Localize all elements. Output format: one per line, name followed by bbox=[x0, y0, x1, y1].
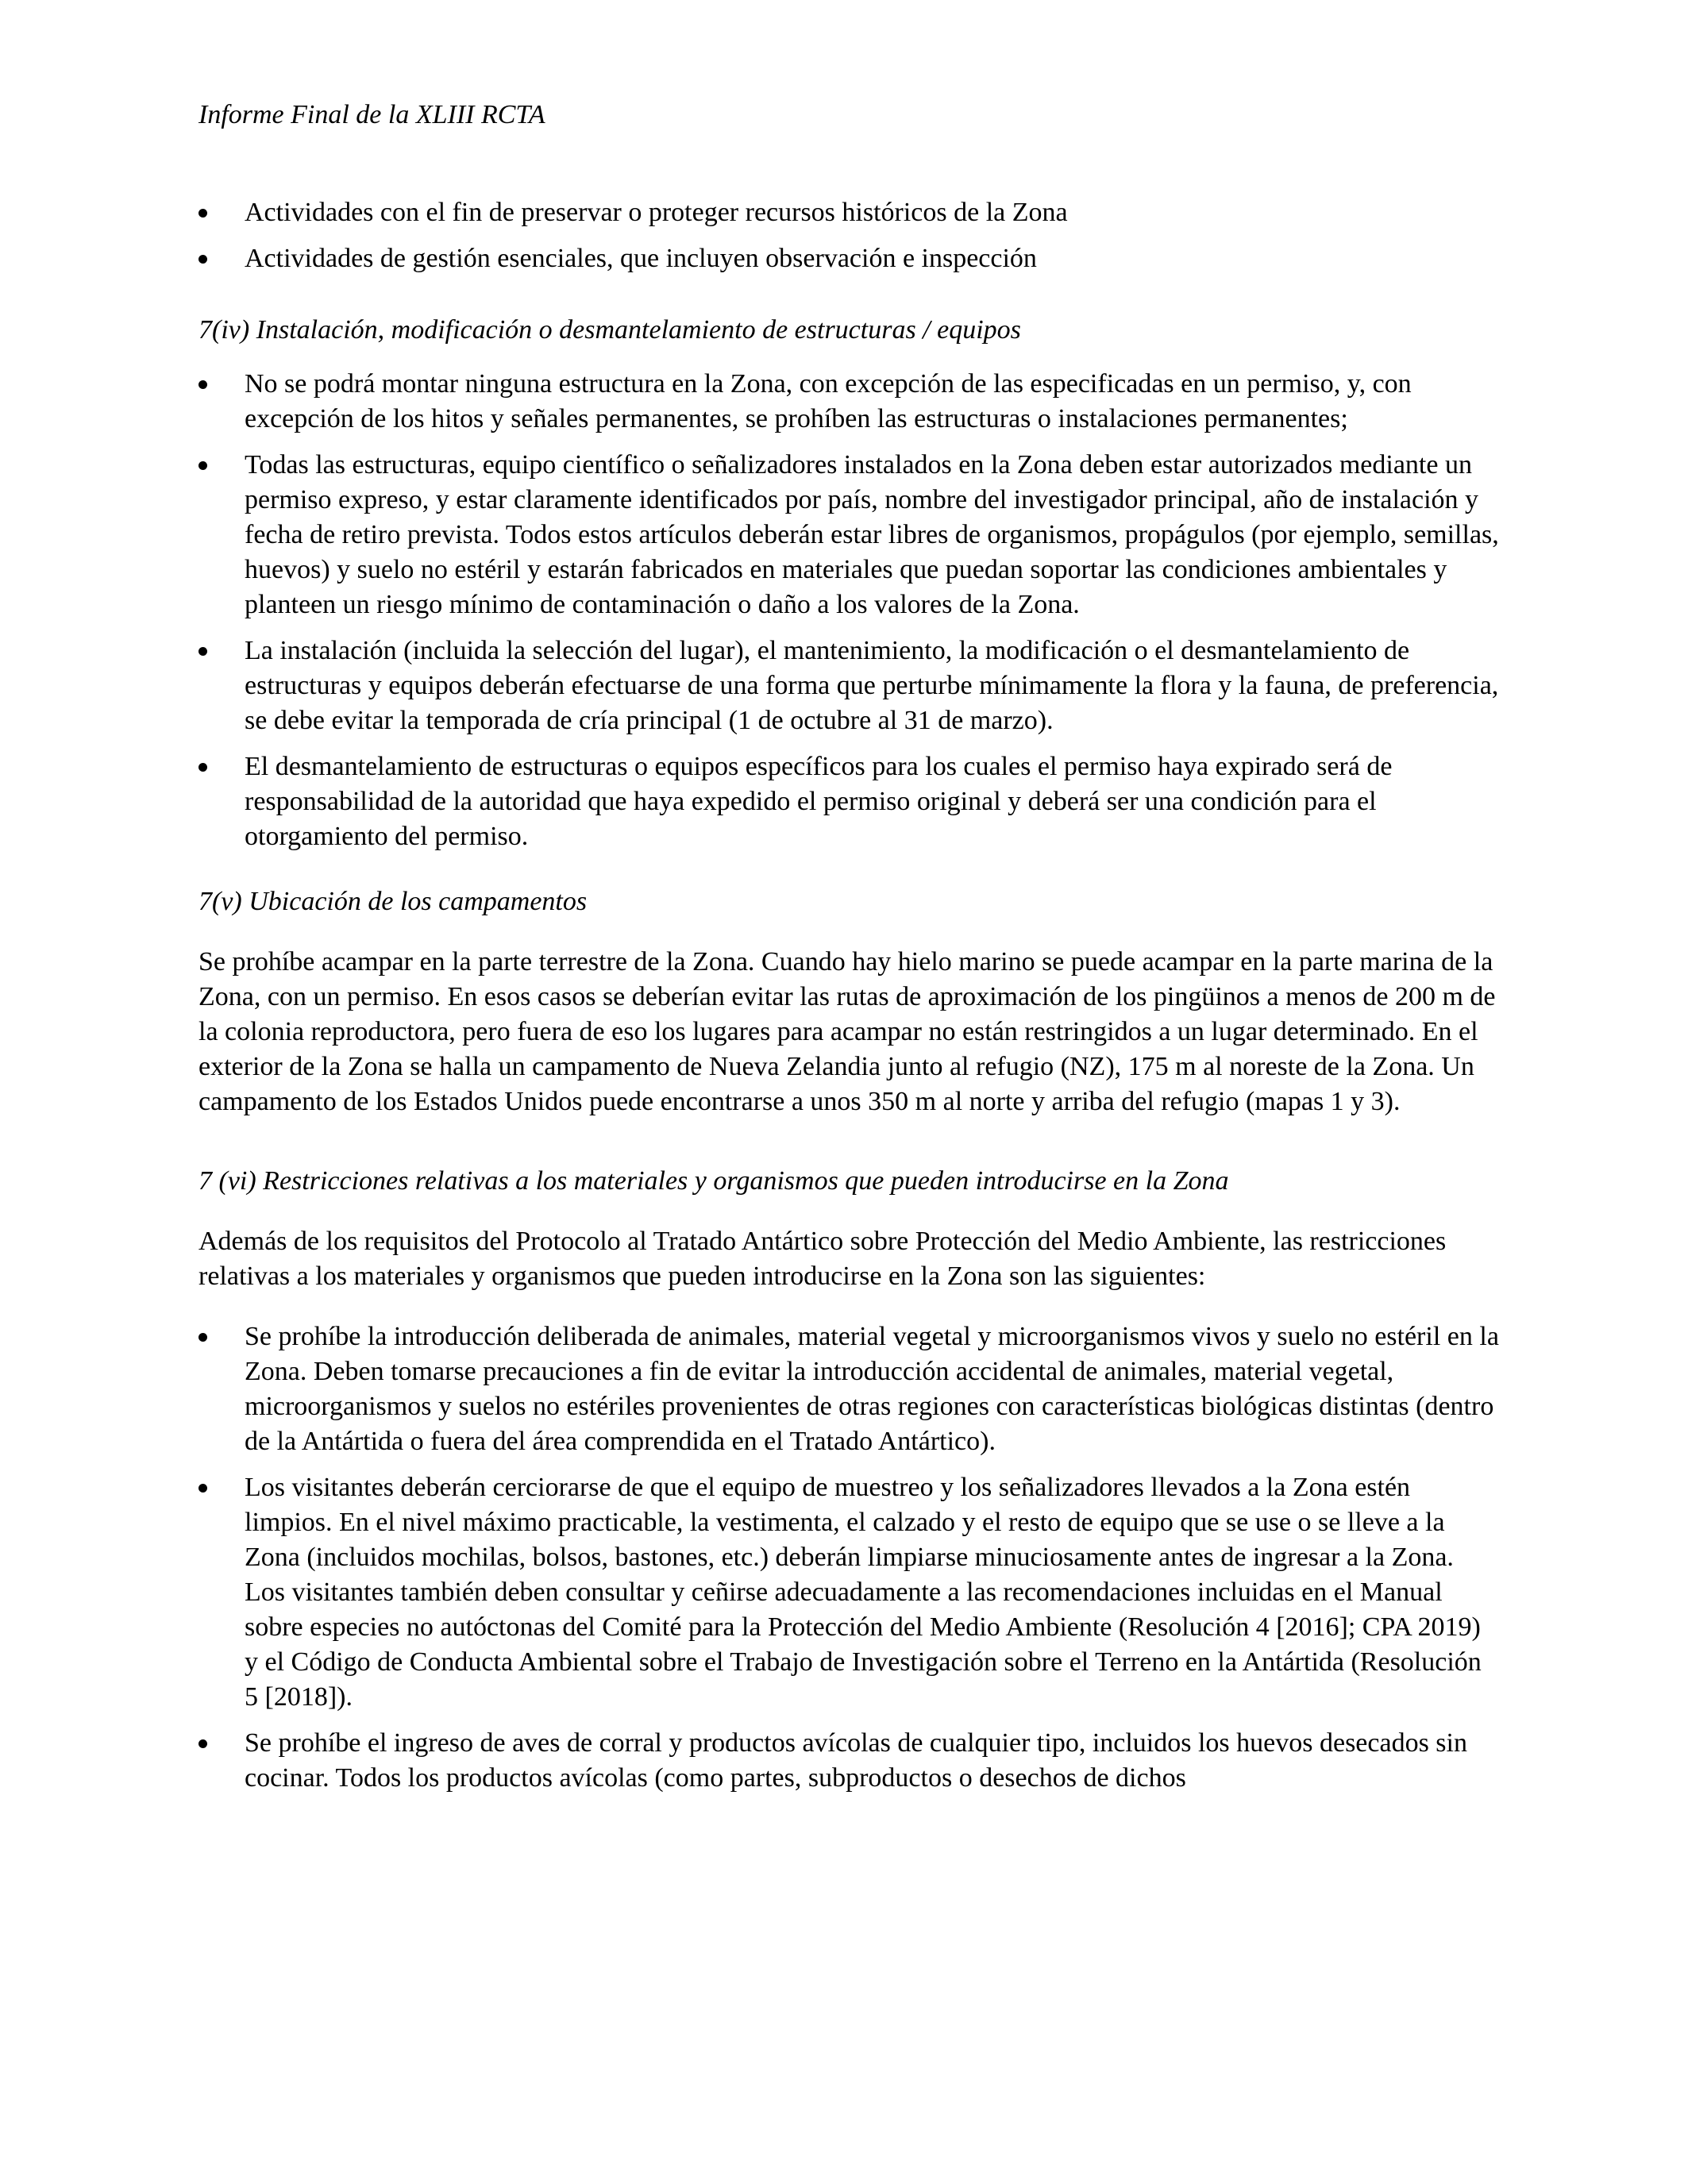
camping-paragraph: Se prohíbe acampar en la parte terrestre de la Zona. Cuando hay hielo marino se puede acampar en la parte marina de la Zona, con un permiso. En esos casos se deberían evitar las rutas de aproximación de los pingüinos a menos de 200 m de la colonia reproductora, pero fuera de eso los lugares para acampar no están restringidos a un lugar determinado. En el exterior de la Zona se halla un campamento de Nueva Zelandia junto al refugio (NZ), 175 m al noreste de la Zona. Un campamento de los Estados Unidos puede encontrarse a unos 350 m al norte y arriba del refugio (mapas 1 y 3). bbox=[198, 947, 1496, 1116]
structures-list bbox=[198, 367, 1501, 854]
bullet-icon bbox=[198, 209, 207, 218]
section-heading-v: 7(v) Ubicación de los campamentos bbox=[198, 887, 588, 916]
list-item: Todas las estructuras, equipo científico o señalizadores instalados en la Zona deben estar autorizados mediante un permiso expreso, y estar claramente identificados por país, nombre del investigador principal, año de instalación y fecha de retiro prevista. Todos estos artículos deberán estar libres de organismos, propágulos (por ejemplo, semillas, huevos) y suelo no estéril y estarán fabricados en materiales que puedan soportar las condiciones ambientales y planteen un riesgo mínimo de contaminación o daño a los valores de la Zona. bbox=[198, 448, 1501, 622]
list-item: Se prohíbe la introducción deliberada de animales, material vegetal y microorganismos vivos y suelo no estéril en la Zona. Deben tomarse precauciones a fin de evitar la introducción accidental de animales, material vegetal, microorganismos y suelos no estériles provenientes de otras regiones con características biológicas distintas (dentro de la Antártida o fuera del área comprendida en el Tratado Antártico). bbox=[198, 1319, 1501, 1459]
bullet-icon bbox=[198, 763, 207, 772]
section-heading-vi: 7 (vi) Restricciones relativas a los materiales y organismos que pueden introducirse en la Zona bbox=[198, 1166, 1229, 1196]
list-item: Los visitantes deberán cerciorarse de que el equipo de muestreo y los señalizadores llevados a la Zona estén limpios. En el nivel máximo practicable, la vestimenta, el calzado y el resto de equipo que se use o se lleve a la Zona (incluidos mochilas, bolsos, bastones, etc.) deberán limpiarse minuciosamente antes de ingresar a la Zona. Los visitantes también deben consultar y ceñirse adecuadamente a las recomendaciones incluidas en el Manual sobre especies no autóctonas del Comité para la Protección del Medio Ambiente (Resolución 4 [2016]; CPA 2019) y el Código de Conducta Ambiental sobre el Trabajo de Investigación sobre el Terreno en la Antártida (Resolución 5 [2018]). bbox=[198, 1470, 1501, 1715]
bullet-icon bbox=[198, 461, 207, 470]
materials-list bbox=[198, 1319, 1501, 1796]
bullet-icon bbox=[198, 1484, 207, 1493]
section-heading-iv: 7(iv) Instalación, modificación o desmantelamiento de estructuras / equipos bbox=[198, 315, 1021, 345]
document-body bbox=[198, 195, 1501, 1807]
activities-list bbox=[198, 195, 1501, 276]
list-item: Actividades con el fin de preservar o proteger recursos históricos de la Zona bbox=[198, 195, 1501, 230]
bullet-icon bbox=[198, 1739, 207, 1748]
list-item: Actividades de gestión esenciales, que incluyen observación e inspección bbox=[198, 241, 1501, 276]
list-item: No se podrá montar ninguna estructura en la Zona, con excepción de las especificadas en un permiso, y, con excepción de los hitos y señales permanentes, se prohíben las estructuras o instalaciones permanentes; bbox=[198, 367, 1501, 437]
bullet-icon bbox=[198, 380, 207, 389]
materials-intro-paragraph: Además de los requisitos del Protocolo al Tratado Antártico sobre Protección del Medio Ambiente, las restricciones relativas a los materiales y organismos que pueden introducirse en la Zona son las siguientes: bbox=[198, 1227, 1447, 1291]
running-header: Informe Final de la XLIII RCTA bbox=[198, 100, 545, 129]
bullet-icon bbox=[198, 647, 207, 656]
bullet-icon bbox=[198, 255, 207, 264]
bullet-icon bbox=[198, 1333, 207, 1342]
list-item: Se prohíbe el ingreso de aves de corral y productos avícolas de cualquier tipo, incluidos los huevos desecados sin cocinar. Todos los productos avícolas (como partes, subproductos o desechos de dichos bbox=[198, 1726, 1501, 1796]
list-item: La instalación (incluida la selección del lugar), el mantenimiento, la modificación o el desmantelamiento de estructuras y equipos deberán efectuarse de una forma que perturbe mínimamente la flora y la fauna, de preferencia, se debe evitar la temporada de cría principal (1 de octubre al 31 de marzo). bbox=[198, 634, 1501, 738]
list-item: El desmantelamiento de estructuras o equipos específicos para los cuales el permiso haya expirado será de responsabilidad de la autoridad que haya expedido el permiso original y deberá ser una condición para el otorgamiento del permiso. bbox=[198, 749, 1501, 854]
